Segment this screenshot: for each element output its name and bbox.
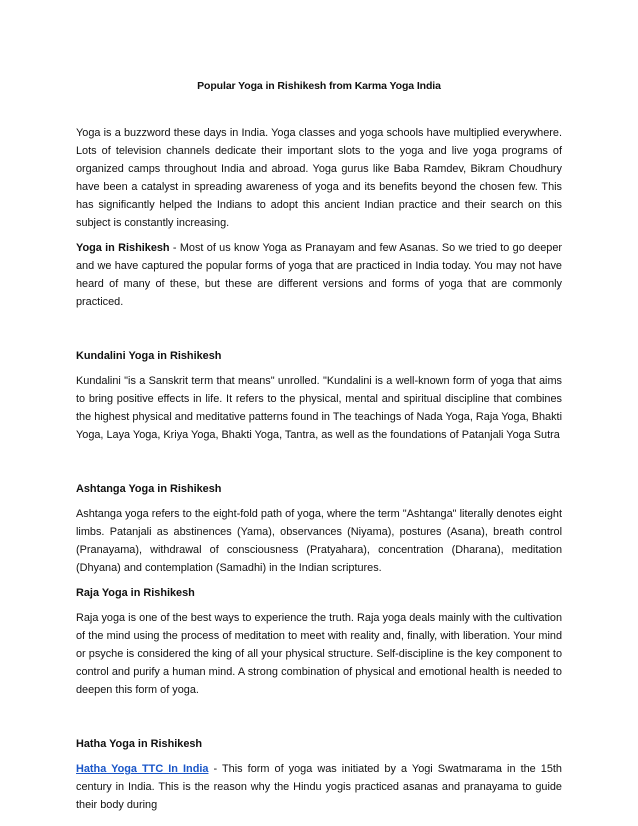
document-title: Popular Yoga in Rishikesh from Karma Yoga India	[197, 80, 441, 92]
section-spacer	[76, 706, 562, 735]
rishikesh-lead: Yoga in Rishikesh	[76, 242, 170, 254]
rishikesh-text: - Most of us know Yoga as Pranayam and few Asanas. So we tried to go deeper and we have captured the popular forms of yoga that are practiced in India today. You may not have heard of many of these, but these are different versions and forms of yoga that are commonly practiced.	[76, 242, 563, 308]
section-spacer	[76, 451, 562, 480]
hatha-heading: Hatha Yoga in Rishikesh	[76, 738, 203, 750]
intro-paragraph: Yoga is a buzzword these days in India. Yoga classes and yoga schools have multiplied everywhere. Lots of television channels dedicate their important slots to the yoga and live yoga programs of organized camps throughout India and abroad. Yoga gurus like Baba Ramdev, Bikram Choudhury have been a catalyst in spreading awareness of yoga and its benefits beyond the chosen few. This has significantly helped the Indians to adopt this ancient Indian practice and their search on this subject is constantly increasing.	[76, 127, 562, 229]
ashtanga-heading: Ashtanga Yoga in Rishikesh	[76, 483, 222, 495]
rishikesh-paragraph	[76, 239, 562, 311]
raja-paragraph: Raja yoga is one of the best ways to experience the truth. Raja yoga deals mainly with the cultivation of the mind using the process of meditation to meet with reality and, finally, with liberation. Your mind or psyche is considered the king of all your physical structure. Self-discipline is the key component to control and purify a human mind. A strong combination of physical and emotional health is needed to deepen this form of yoga.	[76, 612, 562, 696]
kundalini-heading: Kundalini Yoga in Rishikesh	[76, 350, 222, 362]
document-body	[76, 124, 562, 821]
hatha-ttc-link[interactable]: Hatha Yoga TTC In India	[76, 763, 209, 775]
hatha-paragraph	[76, 760, 562, 814]
ashtanga-paragraph: Ashtanga yoga refers to the eight-fold path of yoga, where the term "Ashtanga" literally denotes eight limbs. Patanjali as abstinences (Yama), observances (Niyama), postures (Asana), breath control (Pranayama), withdrawal of consciousness (Pratyahara), concentration (Dharana), meditation (Dhyana) and contemplation (Samadhi) in the Indian scriptures.	[76, 508, 562, 574]
section-spacer	[76, 318, 562, 347]
kundalini-paragraph: Kundalini "is a Sanskrit term that means" unrolled. "Kundalini is a well-known form of yoga that aims to bring positive effects in life. It refers to the physical, mental and spiritual discipline that combines the highest physical and meditative patterns found in The teachings of Nada Yoga, Raja Yoga, Bhakti Yoga, Laya Yoga, Kriya Yoga, Bhakti Yoga, Tantra, as well as the foundations of Patanjali Yoga Sutra	[76, 375, 562, 441]
raja-heading: Raja Yoga in Rishikesh	[76, 587, 195, 599]
hatha-text: - This form of yoga was initiated by a Yogi Swatmarama in the 15th century in India. This is the reason why the Hindu yogis practiced asanas and pranayama to guide their body during	[76, 763, 562, 811]
